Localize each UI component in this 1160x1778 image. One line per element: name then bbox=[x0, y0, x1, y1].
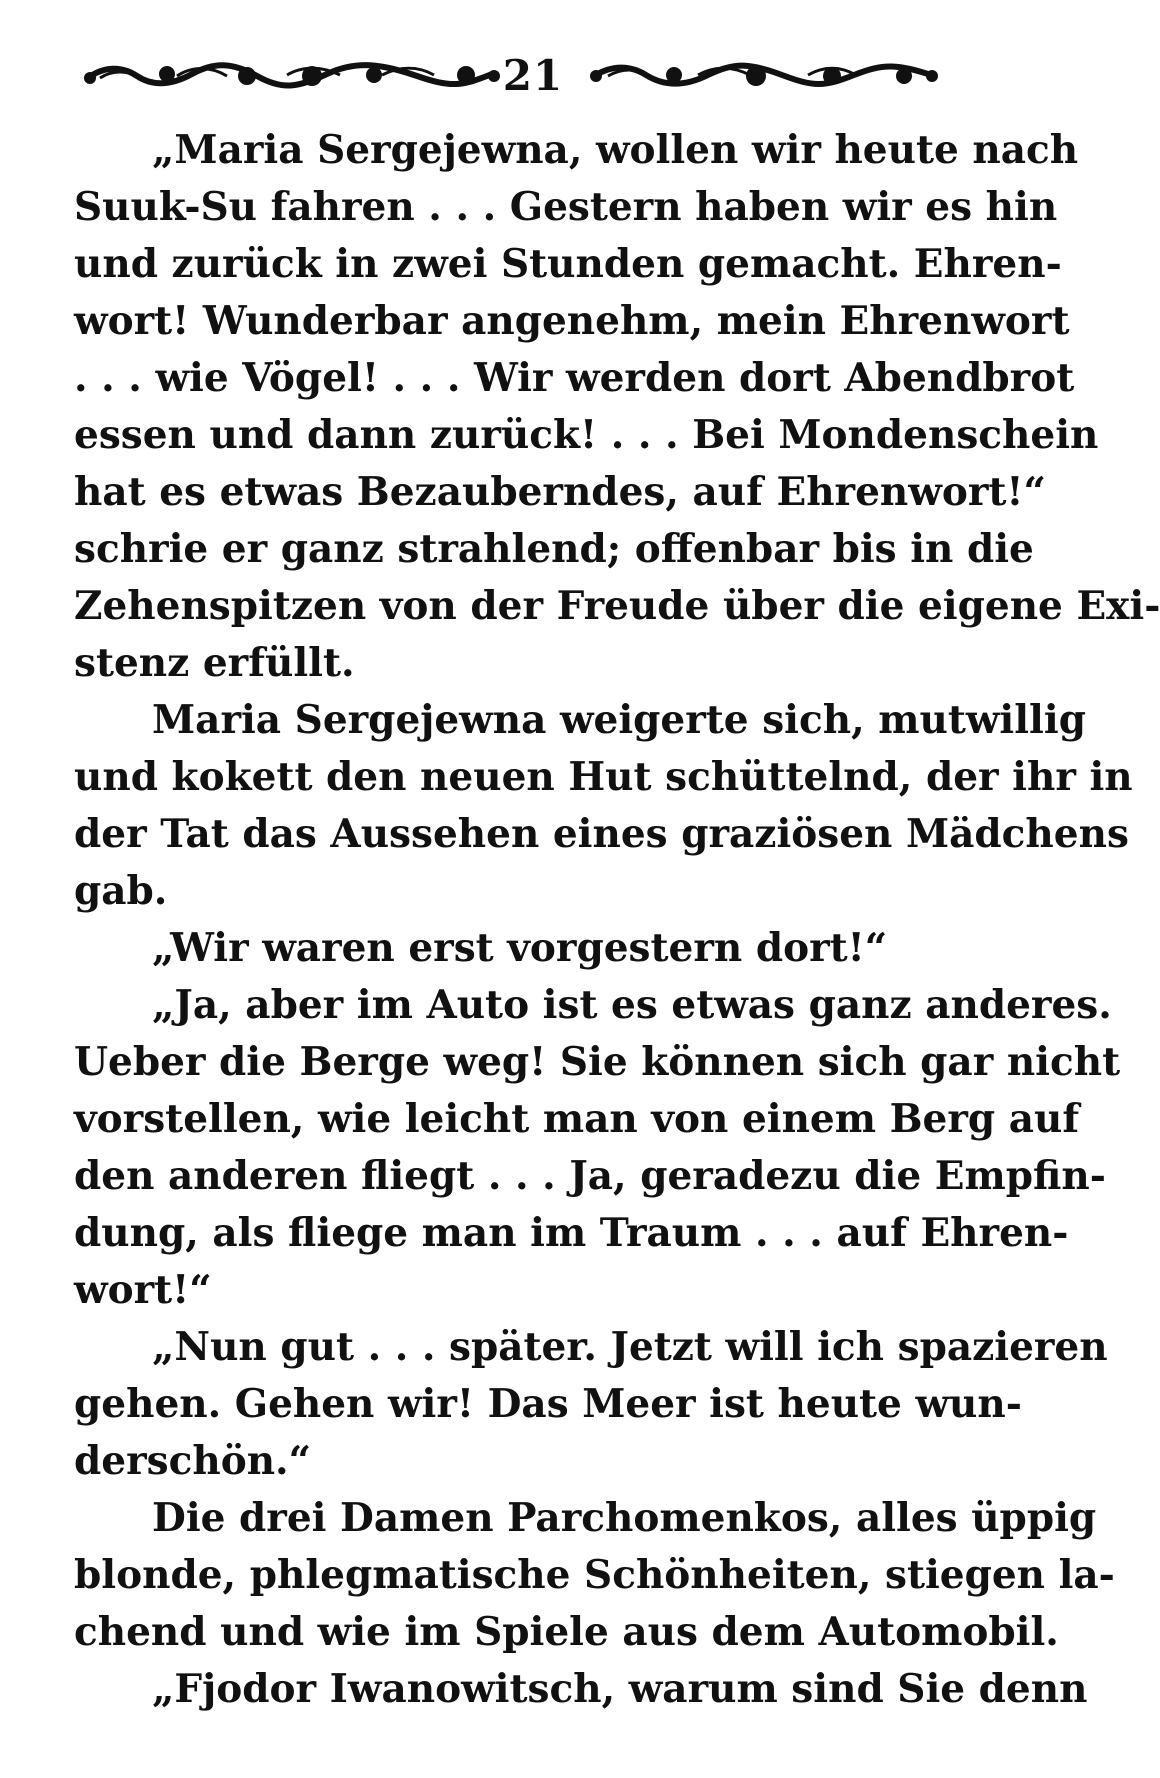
text-line: „Wir waren erst vorgestern dort!“ bbox=[152, 925, 888, 971]
page-header bbox=[70, 48, 940, 108]
text-line: blonde, phlegmatische Schönheiten, stiegen la- bbox=[74, 1552, 1115, 1598]
text-line: und kokett den neuen Hut schüttelnd, der ihr in bbox=[74, 754, 1133, 800]
text-line: gab. bbox=[74, 868, 168, 914]
text-line: dung, als fliege man im Traum . . . auf Ehren- bbox=[74, 1210, 1069, 1256]
text-line: der Tat das Aussehen eines graziösen Mädchens bbox=[74, 811, 1129, 857]
text-line: . . . wie Vögel! . . . Wir werden dort Abendbrot bbox=[74, 355, 1075, 401]
text-line: „Maria Sergejewna, wollen wir heute nach bbox=[152, 127, 1079, 173]
page-number: 21 bbox=[502, 51, 564, 100]
text-line: vorstellen, wie leicht man von einem Berg auf bbox=[74, 1096, 1080, 1142]
text-line: wort! Wunderbar angenehm, mein Ehrenwort bbox=[74, 298, 1070, 344]
text-line: stenz erfüllt. bbox=[74, 640, 355, 686]
text-line: Maria Sergejewna weigerte sich, mutwillig bbox=[152, 697, 1086, 743]
text-line: und zurück in zwei Stunden gemacht. Ehren- bbox=[74, 241, 1062, 287]
left-ornament-icon bbox=[82, 58, 502, 92]
text-line: derschön.“ bbox=[74, 1438, 312, 1484]
text-line: „Ja, aber im Auto ist es etwas ganz anderes. bbox=[152, 982, 1112, 1028]
text-line: chend und wie im Spiele aus dem Automobil. bbox=[74, 1609, 1059, 1655]
right-ornament-icon bbox=[588, 58, 940, 92]
text-line: hat es etwas Bezauberndes, auf Ehrenwort!“ bbox=[74, 469, 1046, 515]
text-line: essen und dann zurück! . . . Bei Mondenschein bbox=[74, 412, 1099, 458]
text-line: „Fjodor Iwanowitsch, warum sind Sie denn bbox=[152, 1666, 1088, 1712]
text-line: den anderen fliegt . . . Ja, geradezu die Empfin- bbox=[74, 1153, 1106, 1199]
text-line: Ueber die Berge weg! Sie können sich gar nicht bbox=[74, 1039, 1121, 1085]
text-line: Suuk-Su fahren . . . Gestern haben wir es hin bbox=[74, 184, 1058, 230]
text-line: Die drei Damen Parchomenkos, alles üppig bbox=[152, 1495, 1097, 1541]
text-line: wort!“ bbox=[74, 1267, 212, 1313]
text-line: „Nun gut . . . später. Jetzt will ich spazieren bbox=[152, 1324, 1108, 1370]
text-line: gehen. Gehen wir! Das Meer ist heute wun- bbox=[74, 1381, 1022, 1427]
page-text bbox=[74, 122, 1160, 1718]
text-line: Zehenspitzen von der Freude über die eigene Exi- bbox=[74, 583, 1160, 629]
text-line: schrie er ganz strahlend; offenbar bis in die bbox=[74, 526, 1034, 572]
